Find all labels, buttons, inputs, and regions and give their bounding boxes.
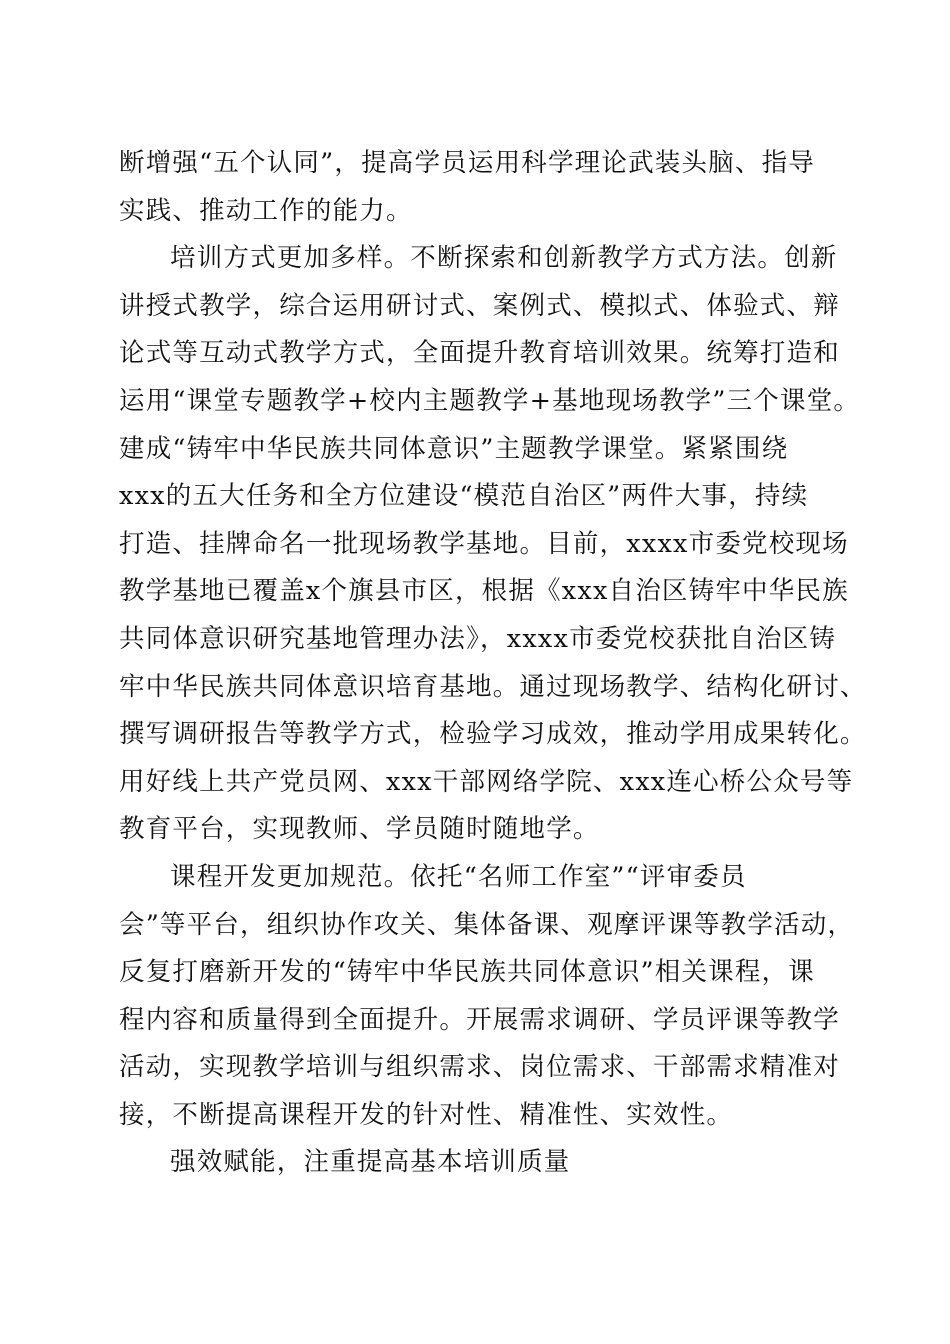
text-line: 活动，实现教学培训与组织需求、岗位需求、干部需求精准对 [119,1052,840,1083]
text-line: 教育平台，实现教师、学员随时随地学。 [119,814,600,845]
text-line: 运用“课堂专题教学+校内主题教学+基地现场教学”三个课堂。 [119,385,861,416]
text-line: 撰写调研报告等教学方式，检验学习成效，推动学用成果转化。 [119,719,867,750]
text-line: xxx的五大任务和全方位建设“模范自治区”两件大事，持续 [119,481,809,512]
text-line: 反复打磨新开发的“铸牢中华民族共同体意识”相关课程，课 [119,957,815,988]
text-line: 教学基地已覆盖x个旗县市区，根据《xxx自治区铸牢中华民族 [119,576,849,607]
text-line: 接，不断提高课程开发的针对性、精准性、实效性。 [119,1099,734,1130]
text-line: 共同体意识研究基地管理办法》，xxxx市委党校获批自治区铸 [119,623,837,654]
text-line: 建成“铸牢中华民族共同体意识”主题教学课堂。紧紧围绕 [119,433,789,464]
text-line: 程内容和质量得到全面提升。开展需求调研、学员评课等教学 [119,1004,840,1035]
body-text [119,140,867,1187]
text-line: 实践、推动工作的能力。 [119,195,413,226]
text-line: 讲授式教学，综合运用研讨式、案例式、模拟式、体验式、辩 [119,290,840,321]
paragraph-start-line: 培训方式更加多样。不断探索和创新教学方式方法。创新 [170,243,838,274]
text-line: 打造、挂牌命名一批现场教学基地。目前，xxxx市委党校现场 [119,528,849,559]
text-line: 断增强“五个认同”，提高学员运用科学理论武装头脑、指导 [119,148,815,178]
text-line: 论式等互动式教学方式，全面提升教育培训效果。统筹打造和 [119,338,840,369]
paragraph-start-line: 课程开发更加规范。依托“名师工作室”“评审委员 [170,861,747,892]
text-line: 用好线上共产党员网、xxx干部网络学院、xxx连心桥公众号等 [119,766,854,797]
text-line: 牢中华民族共同体意识培育基地。通过现场教学、结构化研讨、 [119,671,867,702]
section-heading-line: 强效赋能，注重提高基本培训质量 [170,1147,571,1178]
text-line: 会”等平台，组织协作攻关、集体备课、观摩评课等教学活动， [119,909,855,940]
